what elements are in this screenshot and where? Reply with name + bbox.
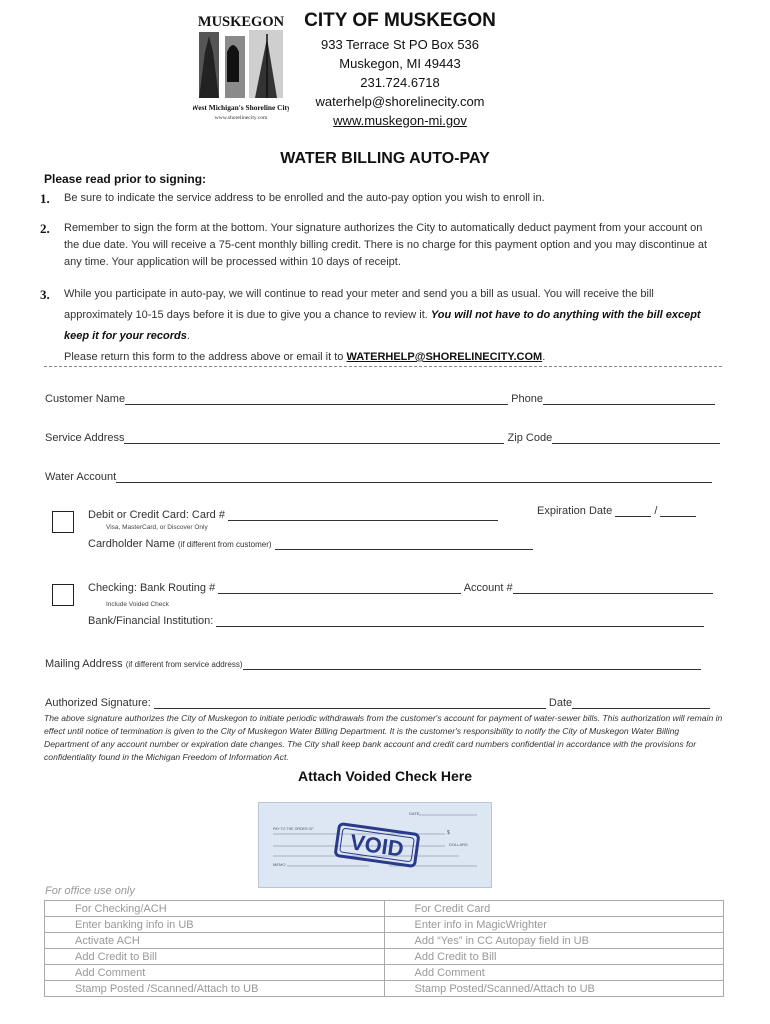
office-checking-cell: Add Comment [45, 965, 385, 981]
office-checking-cell: Activate ACH [45, 933, 385, 949]
return-period: . [542, 351, 546, 363]
instructions-heading: Please read prior to signing: [44, 172, 207, 186]
phone-number: 231.724.6718 [360, 75, 440, 90]
item-text: Be sure to indicate the service address to be enrolled and the auto-pay option you wish to enroll in. [64, 192, 545, 204]
date-label: Date [548, 697, 573, 709]
expiration-separator: / [654, 505, 658, 517]
office-credit-card-cell: Add Comment [384, 965, 724, 981]
instruction-item-2 [40, 220, 710, 271]
card-number-label: Debit or Credit Card: Card # [88, 509, 225, 521]
card-type-note: Visa, MasterCard, or Discover Only [106, 524, 208, 531]
office-use-row [45, 901, 724, 917]
void-stamp-text: VOID [348, 829, 406, 862]
address-line-1: 933 Terrace St PO Box 536 [320, 37, 480, 52]
office-use-row [45, 949, 724, 965]
void-stamp [335, 824, 419, 867]
cardholder-row [88, 538, 533, 550]
muskegon-logo-image [193, 12, 289, 124]
office-use-table [44, 900, 724, 997]
office-use-row [45, 917, 724, 933]
city-header [300, 10, 500, 130]
office-checking-cell: For Checking/ACH [45, 901, 385, 917]
service-address-label: Service Address [45, 432, 125, 444]
zip-code-label: Zip Code [507, 432, 553, 444]
office-use-row [45, 965, 724, 981]
office-use-row [45, 981, 724, 997]
check-dollar-sign: $ [447, 830, 450, 836]
authorization-legal-note: The above signature authorizes the City of Muskegon to initiate periodic withdrawals from the customer's account for payment of water-sewer bills. This authorization will remain in effect until notice of termination is given to the City of Muskegon Water Billing Department. It is the customer's responsibility to notify the City of Muskegon Water Billing Department of any account number or expiration date changes. The City shall keep bank account and credit card numbers confidential in accordance with the provisions for confidentiality found in the Michigan Freedom of Information Act. [44, 713, 723, 762]
card-number-input[interactable] [228, 520, 498, 521]
routing-input[interactable] [218, 593, 461, 594]
office-checking-cell: Stamp Posted /Scanned/Attach to UB [45, 981, 385, 997]
return-instructions [64, 347, 710, 368]
logo-tagline: West Michigan's Shoreline City [193, 103, 289, 112]
office-credit-card-cell: For Credit Card [384, 901, 724, 917]
item-number: 3. [40, 287, 50, 302]
account-label: Account # [463, 582, 513, 594]
office-credit-card-cell: Stamp Posted/Scanned/Attach to UB [384, 981, 724, 997]
office-use-label: For office use only [45, 885, 135, 897]
phone-input[interactable] [543, 404, 715, 405]
check-dollars-label: DOLLARS [449, 842, 468, 847]
office-credit-card-cell: Add “Yes” in CC Autopay field in UB [384, 933, 724, 949]
customer-name-row [45, 393, 715, 405]
service-address-row [45, 432, 720, 444]
check-date-label: DATE [409, 811, 420, 816]
customer-name-label: Customer Name [45, 393, 126, 405]
phone-label: Phone [511, 393, 543, 405]
logo-wordmark: MUSKEGON [197, 14, 285, 30]
return-text: Please return this form to the address above or email it to [64, 351, 347, 363]
service-address-input[interactable] [124, 443, 504, 444]
office-checking-cell: Enter banking info in UB [45, 917, 385, 933]
item-period: . [186, 330, 190, 342]
office-checking-cell: Add Credit to Bill [45, 949, 385, 965]
checking-option-checkbox[interactable] [52, 584, 74, 606]
check-pay-label: PAY TO THE ORDER OF [273, 827, 314, 831]
instruction-item-3 [40, 284, 710, 368]
expiration-year-input[interactable] [660, 516, 696, 517]
date-input[interactable] [572, 708, 710, 709]
mailing-address-note: (if different from service address) [125, 660, 243, 669]
expiration-month-input[interactable] [615, 516, 651, 517]
water-account-row [45, 471, 712, 483]
website-link[interactable]: www.muskegon-mi.gov [333, 113, 467, 128]
item-text: Remember to sign the form at the bottom. Your signature authorizes the City to automatically deduct payment from your account on the due date. You will receive a 75-cent monthly billing credit. There is no charge for this payment option and you may discontinue at any time. Your application will be processed within 10 days of receipt. [64, 222, 708, 268]
office-credit-card-cell: Enter info in MagicWrighter [384, 917, 724, 933]
bank-institution-row [88, 615, 704, 627]
mailing-address-input[interactable] [243, 669, 701, 670]
card-number-row [88, 509, 498, 521]
card-option-checkbox[interactable] [52, 511, 74, 533]
section-divider [44, 366, 722, 367]
city-logo [193, 12, 289, 124]
signature-row [45, 697, 710, 709]
instruction-item-1 [40, 190, 710, 207]
signature-label: Authorized Signature: [45, 697, 151, 709]
account-input[interactable] [513, 593, 713, 594]
form-title: WATER BILLING AUTO-PAY [280, 150, 490, 167]
check-memo-label: MEMO [273, 862, 286, 867]
cardholder-input[interactable] [275, 549, 533, 550]
water-account-input[interactable] [116, 482, 712, 483]
logo-url: www.shorelinecity.com [214, 115, 268, 121]
attach-voided-check-heading: Attach Voided Check Here [297, 768, 472, 784]
bank-institution-label: Bank/Financial Institution: [88, 615, 214, 627]
bank-routing-row [88, 582, 713, 594]
voided-check-note: Include Voided Check [106, 601, 169, 608]
water-account-label: Water Account [45, 471, 117, 483]
item-number: 1. [40, 191, 50, 206]
mailing-address-row [45, 658, 701, 670]
address-line-2: Muskegon, MI 49443 [339, 56, 461, 71]
mailing-address-label: Mailing Address [45, 658, 123, 670]
return-email-link[interactable]: WATERHELP@SHORELINECITY.COM [346, 351, 543, 363]
item-text: While you participate in auto-pay, we will continue to read your meter and send you a bill as usual. You will receive the bill approximately 10-15 days before it is due to give you a chance to review it. [64, 288, 654, 321]
item-emphasis: You will not have to do anything with the bill except keep it for your records [64, 309, 701, 342]
city-name: CITY OF MUSKEGON [304, 10, 496, 31]
voided-check-sample [258, 802, 492, 888]
item-number: 2. [40, 221, 50, 236]
email-address: waterhelp@shorelinecity.com [315, 94, 485, 109]
zip-code-input[interactable] [552, 443, 720, 444]
cardholder-note: (if different from customer) [177, 540, 272, 549]
signature-input[interactable] [154, 708, 546, 709]
routing-label: Checking: Bank Routing # [88, 582, 216, 594]
expiration-label: Expiration Date [537, 505, 613, 517]
office-use-row [45, 933, 724, 949]
expiration-row [537, 505, 696, 517]
voided-check-image [259, 803, 491, 887]
bank-institution-input[interactable] [216, 626, 704, 627]
office-credit-card-cell: Add Credit to Bill [384, 949, 724, 965]
customer-name-input[interactable] [125, 404, 508, 405]
cardholder-label: Cardholder Name [88, 538, 175, 550]
